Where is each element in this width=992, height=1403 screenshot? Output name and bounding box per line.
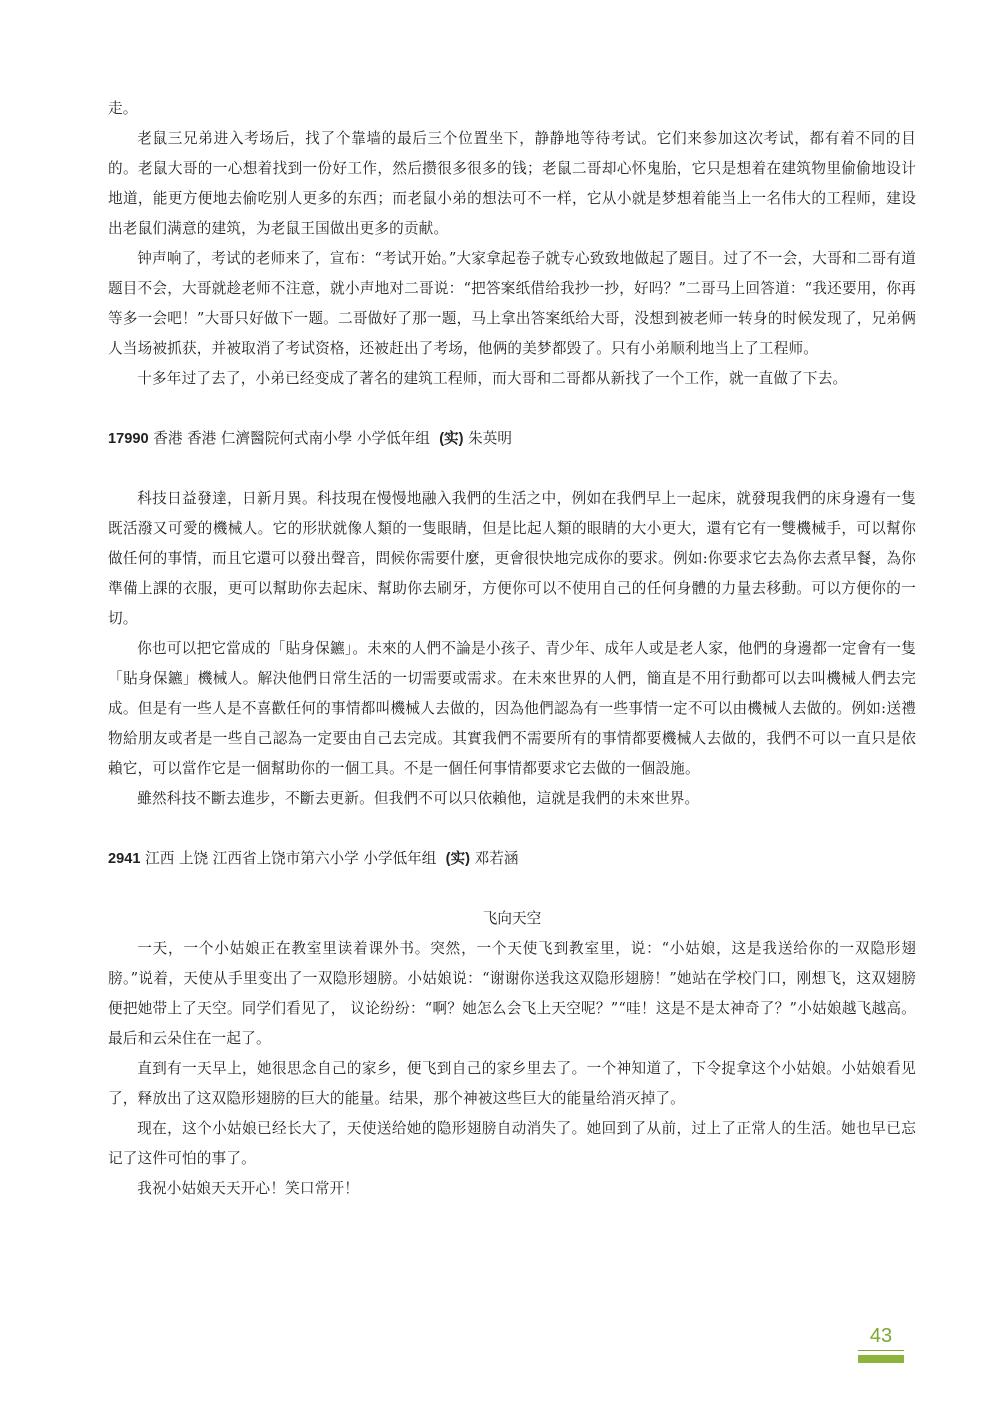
entry-header bbox=[108, 844, 916, 874]
entry-region: 香港 bbox=[153, 430, 183, 447]
entry-number: 17990 bbox=[108, 431, 149, 447]
entry-tag: (实) bbox=[445, 851, 470, 867]
entry-2941 bbox=[108, 844, 916, 1204]
paragraph: 钟声响了，考试的老师来了，宣布：“考试开始。”大家拿起卷子就专心致致地做起了题目。过了不一会，大哥和二哥有道题目不会，大哥就趁老师不注意，就小声地对二哥说：“把答案纸借给我抄一抄，好吗？”二哥马上回答道：“我还要用，你再等多一会吧！”大哥只好做下一题。二哥做好了那一题，马上拿出答案纸给大哥，没想到被老师一转身的时候发现了，兄弟俩人当场被抓获，并被取消了考试资格，还被赶出了考场，他俩的美梦都毁了。只有小弟顺利地当上了工程师。 bbox=[108, 250, 916, 357]
entry-city: 上饶 bbox=[178, 850, 209, 867]
page-number-rule bbox=[858, 1350, 904, 1351]
entry-group: 小学低年组 bbox=[356, 430, 430, 447]
page-number-accent-bar bbox=[858, 1355, 904, 1363]
paragraph: 十多年过了去了，小弟已经变成了著名的建筑工程师，而大哥和二哥都从新找了一个工作，就一直做了下去。 bbox=[137, 370, 848, 387]
entry-author: 朱英明 bbox=[468, 430, 512, 447]
entry-17990 bbox=[108, 424, 916, 814]
paragraph: 老鼠三兄弟进入考场后，找了个靠墙的最后三个位置坐下，静静地等待考试。它们来参加这次考试，都有着不同的目的。老鼠大哥的一心想着找到一份好工作，然后攒很多很多的钱；老鼠二哥却心怀鬼胎，它只是想着在建筑物里偷偷地设计地道，能更方便地去偷吃别人更多的东西；而老鼠小弟的想法可不一样，它从小就是梦想着能当上一名伟大的工程师，建设出老鼠们满意的建筑，为老鼠王国做出更多的贡献。 bbox=[108, 130, 916, 237]
paragraph: 你也可以把它當成的「貼身保鑣」。未來的人們不論是小孩子、青少年、成年人或是老人家，他們的身邊都一定會有一隻「貼身保鑣」機械人。解決他們日常生活的一切需要或需求。在未來世界的人們，簡直是不用行動都可以去叫機械人們去完成。但是有一些人是不喜歡任何的事情都叫機械人去做的，因為他們認為有一些事情一定不可以由機械人去做的。例如:送禮物給朋友或者是一些自己認為一定要由自己去完成。其實我們不需要所有的事情都要機械人去做的，我們不可以一直只是依賴它，可以當作它是一個幫助你的一個工具。不是一個任何事情都要求它去做的一個設施。 bbox=[108, 640, 916, 777]
entry-city: 香港 bbox=[187, 430, 217, 447]
entry-author: 邓若涵 bbox=[474, 850, 519, 867]
page-content bbox=[108, 94, 916, 1204]
paragraph: 一天，一个小姑娘正在教室里读着课外书。突然，一个天使飞到教室里，说：“小姑娘，这是我送给你的一双隐形翅膀。”说着，天使从手里变出了一双隐形翅膀。小姑娘说：“谢谢你送我这双隐形翅膀！”她站在学校门口，刚想飞，这双翅膀便把她带上了天空。同学们看见了， 议论纷纷：“啊？她怎么会飞上天空呢？”“哇！这是不是太神奇了？”小姑娘越飞越高。最后和云朵住在一起了。 bbox=[108, 940, 916, 1047]
paragraph: 我祝小姑娘天天开心！笑口常开！ bbox=[137, 1180, 360, 1197]
entry-school: 江西省上饶市第六小学 bbox=[212, 850, 359, 867]
paragraph: 雖然科技不斷去進步，不斷去更新。但我們不可以只依賴他，這就是我們的未來世界。 bbox=[137, 790, 700, 807]
story-title: 飞向天空 bbox=[482, 910, 542, 927]
page-number: 43 bbox=[869, 1325, 893, 1347]
paragraph: 现在，这个小姑娘已经长大了，天使送给她的隐形翅膀自动消失了。她回到了从前，过上了正常人的生活。她也早已忘记了这件可怕的事了。 bbox=[108, 1120, 916, 1167]
entry-group: 小学低年组 bbox=[363, 850, 437, 867]
paragraph: 直到有一天早上，她很思念自己的家乡，便飞到自己的家乡里去了。一个神知道了，下令捉拿这个小姑娘。小姑娘看见了，释放出了这双隐形翅膀的巨大的能量。结果，那个神被这些巨大的能量给消灭掉了。 bbox=[108, 1060, 916, 1107]
entry-region: 江西 bbox=[145, 850, 175, 867]
entry-school: 仁濟醫院何式南小學 bbox=[220, 430, 353, 447]
paragraph: 科技日益發達，日新月異。科技現在慢慢地融入我們的生活之中，例如在我們早上一起床，就發現我們的床身邊有一隻既活潑又可愛的機械人。它的形狀就像人類的一隻眼睛，但是比起人類的眼睛的大小更大，還有它有一雙機械手，可以幫你做任何的事情，而且它還可以發出聲音，問候你需要什麼，更會很快地完成你的要求。例如:你要求它去為你去煮早餐，為你準備上課的衣服，更可以幫助你去起床、幫助你去刷牙，方便你可以不使用自己的任何身體的力量去移動。可以方便你的一切。 bbox=[108, 490, 916, 627]
paragraph: 走。 bbox=[108, 100, 138, 117]
entry-header bbox=[108, 424, 916, 454]
entry-number: 2941 bbox=[108, 851, 141, 867]
entry-tag: (实) bbox=[439, 431, 464, 447]
story-continuation bbox=[108, 94, 916, 394]
